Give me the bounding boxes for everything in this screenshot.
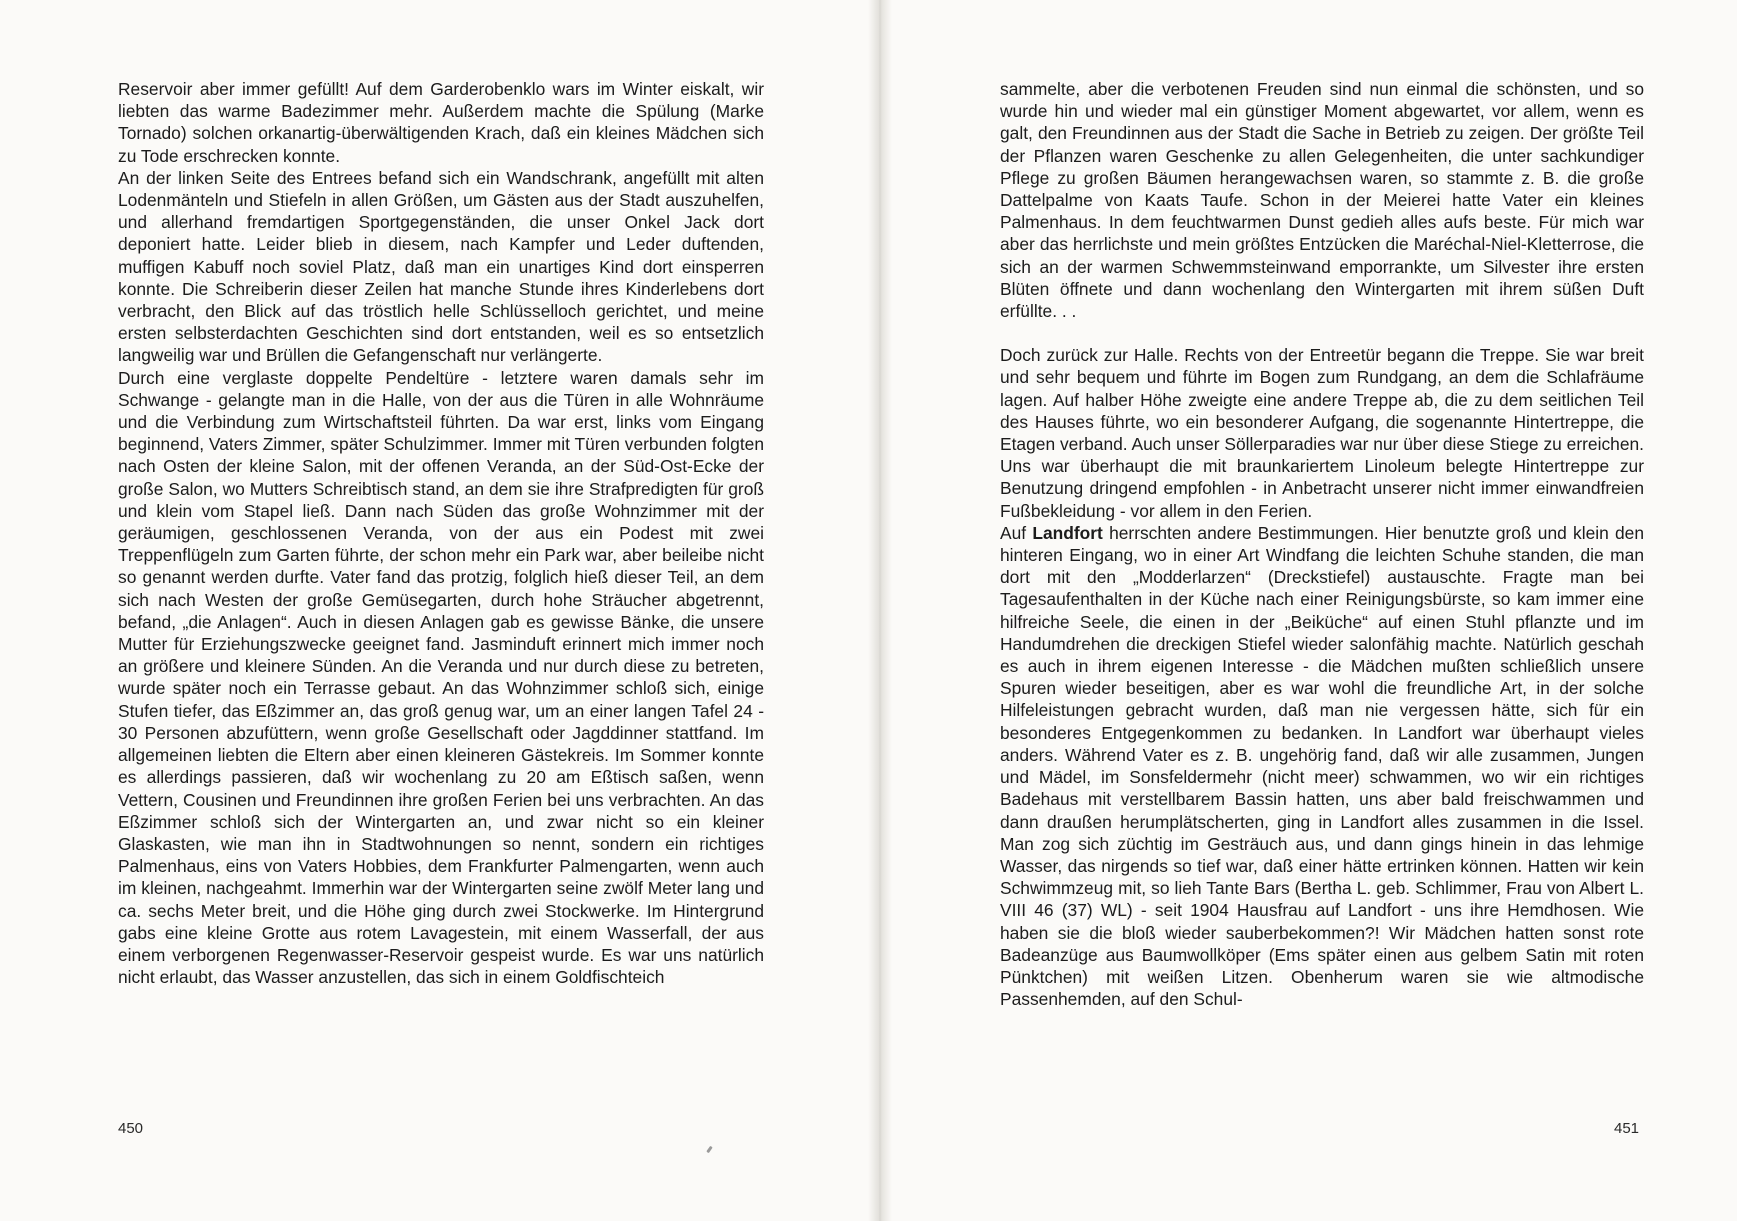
right-page-text	[1000, 78, 1644, 1010]
paragraph-3-rest: herrschten andere Bestimmungen. Hier benutzte groß und klein den hinteren Eingang, wo in einer Art Windfang die leichten Schuhe standen, die man dort mit den „Modderlarzen“ (Dreckstiefel) austauschte. Fragte man bei Tagesaufenthalten in der Küche nach einer Reinigungsbürste, so kam immer eine hilfreiche Seele, die einen in der „Beiküche“ auf einen Stuhl pflanzte und im Handumdrehen die dreckigen Stiefel wieder salonfähig machte. Natürlich geschah es auch in ihrem eigenen Interesse - die Mädchen mußten schließlich unsere Spuren wieder beseitigen, aber es war wohl die freundliche Art, in der solche Hilfeleistungen gebracht wurden, daß man nie vergessen hätte, sich für ein besonderes Entgegenkommen zu bedanken. In Landfort war überhaupt vieles anders. Während Vater es z. B. ungehörig fand, daß wir alle zusammen, Jungen und Mädel, im Sonsfeldermehr (nicht meer) schwammen, wo wir ein richtiges Badehaus mit verstellbarem Bassin hatten, uns aber bald freischwammen und dann draußen herumplätscherten, ging in Landfort alles zusammen in die Issel. Man zog sich züchtig im Gesträuch aus, und dann gings hinein in das lehmige Wasser, das nirgends so tief war, daß einer hätte ertrinken können. Hatten wir kein Schwimmzeug mit, so lieh Tante Bars (Bertha L. geb. Schlimmer, Frau von Albert L. VIII 46 (37) WL) - seit 1904 Hausfrau auf Landfort - uns ihre Hemdhosen. Wie haben sie die bloß wieder sauberbekommen?! Wir Mädchen hatten sonst rote Badeanzüge aus Baumwollköper (Ems später einen aus gelbem Satin mit roten Pünktchen) mit weißen Litzen. Obenherum waren sie wie altmodische Passenhemden, auf den Schul-	[1000, 522, 1645, 1010]
left-page-text	[118, 78, 764, 988]
left-paragraph-3: Durch eine verglaste doppelte Pendeltüre - letztere waren damals sehr im Schwange - gelangte man in die Halle, von der aus die Türen in alle Wohnräume und die Verbindung zum Wirtschaftsteil führten. Da war erst, links vom Eingang beginnend, Vaters Zimmer, später Schulzimmer. Immer mit Türen verbunden folgten nach Osten der kleine Salon, mit der offenen Veranda, an der Süd-Ost-Ecke der große Salon, wo Mutters Schreibtisch stand, an dem sie ihre Strafpredigten für groß und klein vom Stapel ließ. Dann nach Süden das große Wohnzimmer mit der geräumigen, geschlossenen Veranda, von der aus ein Podest mit zwei Treppenflügeln zum Garten führte, der schon mehr ein Park war, aber beileibe nicht so genannt werden durfte. Vater fand das protzig, folglich hieß dieser Teil, an dem sich nach Westen der große Gemüsegarten, durch hohe Sträucher abgetrennt, befand, „die Anlagen“. Auch in diesen Anlagen gab es gewisse Bänke, die unsere Mutter für Erziehungszwecke geeignet fand. Jasminduft erinnert mich immer noch an größere und kleinere Sünden. An die Veranda und nur durch diese zu betreten, wurde später noch ein Terrasse gebaut. An das Wohnzimmer schloß sich, einige Stufen tiefer, das Eßzimmer an, das groß genug war, um an einer langen Tafel 24 - 30 Personen abzufüttern, wenn große Gesellschaft oder Jagddinner stattfand. Im allgemeinen liebten die Eltern aber einen kleineren Gästekreis. Im Sommer konnte es allerdings passieren, daß wir wochenlang zu 20 am Eßtisch saßen, wenn Vettern, Cousinen und Freundinnen ihre großen Ferien bei uns verbrachten. An das Eßzimmer schloß sich der Wintergarten an, und zwar nicht so ein kleiner Glaskasten, wie man ihn in Stadtwohnungen so nennt, sondern ein richtiges Palmenhaus, eins von Vaters Hobbies, dem Frankfurter Palmengarten, wenn auch im kleinen, nachgeahmt. Immerhin war der Wintergarten seine zwölf Meter lang und ca. sechs Meter breit, und die Höhe ging durch zwei Stockwerke. Im Hintergrund gabs eine kleine Grotte aus rotem Lavagestein, mit einem Wasserfall, der aus einem verborgenen Regenwasser-Reservoir gespeist wurde. Es war uns natürlich nicht erlaubt, das Wasser anzustellen, das sich in einem Goldfischteich	[118, 367, 764, 988]
right-paragraph-3	[1000, 522, 1644, 1010]
paragraph-3-start: Auf	[1000, 522, 1027, 543]
page-number-right: 451	[1614, 1120, 1640, 1137]
landfort-bold-name: Landfort	[1032, 522, 1103, 543]
right-paragraph-1: sammelte, aber die verbotenen Freuden sind nun einmal die schönsten, und so wurde hin und wieder mal ein günstiger Moment abgewartet, vor allem, wenn es galt, den Freundinnen aus der Stadt die Sache in Betrieb zu zeigen. Der größte Teil der Pflanzen waren Geschenke zu allen Gelegenheiten, die unter sachkundiger Pflege zu großen Bäumen herangewachsen waren, so stammte z. B. die große Dattelpalme von Kaats Taufe. Schon in der Meierei hatte Vater ein kleines Palmenhaus. In dem feuchtwarmen Dunst gedieh alles aufs beste. Für mich war aber das herrlichste und mein größtes Entzücken die Maréchal-Niel-Kletterrose, die sich an der warmen Schwemmsteinwand emporrankte, um Silvester ihre ersten Blüten öffnete und dann wochenlang den Wintergarten mit ihrem süßen Duft erfüllte. . .	[1000, 79, 1644, 322]
left-paragraph-2: An der linken Seite des Entrees befand sich ein Wandschrank, angefüllt mit alten Lodenmänteln und Stiefeln in allen Größen, um Gästen aus der Stadt auszuhelfen, und allerhand fremdartigen Sportgegenständen, die unser Onkel Jack dort deponiert hatte. Leider blieb in diesem, nach Kampfer und Leder duftenden, muffigen Kabuff noch soviel Platz, daß man ein unartiges Kind dort einsperren konnte. Die Schreiberin dieser Zeilen hat manche Stunde ihres Kinderlebens dort verbracht, den Blick auf das tröstlich helle Schlüsselloch gerichtet, und meine ersten selbsterdachten Geschichten sind dort entstanden, weil es so entsetzlich langweilig war und Brüllen die Gefangenschaft nur verlängerte.	[118, 167, 764, 366]
page-number-left: 450	[118, 1120, 144, 1137]
book-gutter	[868, 0, 892, 1221]
left-paragraph-1: Reservoir aber immer gefüllt! Auf dem Garderobenklo wars im Winter eiskalt, wir liebten das warme Badezimmer mehr. Außerdem machte die Spülung (Marke Tornado) solchen orkanartig-überwältigenden Krach, daß ein kleines Mädchen sich zu Tode erschrecken konnte.	[118, 79, 764, 166]
right-page	[884, 0, 1737, 1221]
right-paragraph-2: Doch zurück zur Halle. Rechts von der Entreetür begann die Treppe. Sie war breit und sehr bequem und führte im Bogen zum Rundgang, an dem die Schlafräume lagen. Auf halber Höhe zweigte eine andere Treppe ab, die zu dem seitlichen Teil des Hauses führte, wo ein besonderer Aufgang, die sogenannte Hintertreppe, die Etagen verband. Auch unser Söllerparadies war nur über diese Stiege zu erreichen. Uns war überhaupt die mit braunkariertem Linoleum belegte Hintertreppe zur Benutzung dringend empfohlen - in Anbetracht unserer nicht immer einwandfreien Fußbekleidung - vor allem in den Ferien.	[1000, 345, 1644, 521]
